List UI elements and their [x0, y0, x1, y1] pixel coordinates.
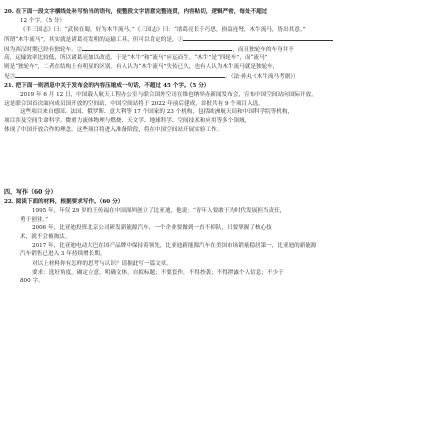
- q20-passage-text: 因为西汉时期已经有独轮车，②: [4, 46, 83, 53]
- q22-requirements: 要求：选好角度，确定立意，明确文体，自拟标题；不要套作，不得抄袭；不得泄露个人信息；不少于: [32, 269, 284, 276]
- question-20: [4, 8, 430, 81]
- q20-passage-text: 。（法·孙丸·《木牛流马考据》）: [225, 73, 299, 80]
- answer-blank-1[interactable]: [183, 35, 333, 41]
- q20-prompt-line-2: 12 个字。（5 分）: [20, 17, 65, 24]
- q20-passage-text: 所谓“木牛流马”，其实就是诸葛亮发明的运输工具，但可以肯定的是，①: [4, 36, 184, 43]
- q21-news-line-3: 这些项目来自德国、法国、俄罗斯、意大利等 17 个国家的 23 个机构，包括欧洲航天局和中国科学院等机构，: [20, 109, 294, 116]
- q22-task: 对以上材料你有怎样的思考与认识？请据此写一篇文章。: [32, 261, 172, 268]
- section-title: 四、写作（60 分）: [4, 189, 57, 197]
- q22-requirements-cont: 800 字。: [20, 278, 44, 285]
- q20-passage-text: 见③: [4, 73, 16, 80]
- q21-news-line-2: 这是联合国首次面向成员国开放的空间站，中国空间站将于 2022 年前后建成，首批共有 9 个项目入选。: [4, 100, 264, 107]
- q20-passage-line-5: 则是“独轮车”，二者在结构上有明显的区别。有人认为“木牛流马”失传已久，也有人认为木牛流马就是独轮车，: [4, 63, 279, 70]
- q21-news-line-5: 体现了中国开放合作的理念。这些项目将进入准备阶段，将在中国空间站开展实验工作。: [4, 126, 223, 133]
- answer-blank-3[interactable]: [15, 72, 225, 78]
- q21-prompt: 21. 把下面一则消息中关于发布会的内容压缩成一句话，不超过 45 个字。（5 分）: [4, 83, 210, 90]
- question-22: [4, 198, 430, 286]
- q20-passage-line-6: [4, 72, 430, 82]
- q20-passage-line-4: 高，运输效率比较低，所以诸葛亮加以改造，于是“木牛”和“流马”应运而生。“木牛”是“四轮车”，而“流马”: [4, 55, 268, 62]
- answer-blank-2[interactable]: [82, 45, 232, 51]
- q22-material-line-2: 勇于创业。”: [20, 216, 49, 223]
- q22-material-line-5: 2017 年，比亚迪电动大巴在国产品牌中保持着领先，比亚迪新能源汽车在美国市场销量稳居第一，比亚迪的新能源: [32, 242, 317, 249]
- q22-material-line-4: 术，就不会被淘汰。: [20, 234, 71, 241]
- q20-passage-line-1: 《半三国志》曰：“武侯在蜀，好为木牛流马。”《三国志》曰：“诸葛亮长于巧思，损益连弩，木牛流马，皆出其意。”: [20, 27, 306, 34]
- q22-material-line-6: 汽车销售已进入 3 年持续增长期。: [20, 251, 106, 258]
- question-21: [4, 82, 430, 134]
- q22-material-line-1: 1995 年，年仅 29 岁的王传福在中国深圳创立了比亚迪，他说：“青年人要敢于为时代发展担当责任，: [32, 208, 286, 215]
- q20-passage-line-2: [4, 35, 430, 45]
- q20-passage-line-3: [4, 45, 430, 55]
- q21-news-line-4: 项目涉及空间生命科学、微重力流体物理与燃烧、天文学、地球科学、空间技术和应用等多个领域，: [4, 117, 251, 124]
- q20-prompt-line-1: 20. 在下面一段文字横线处补写恰当的语句，使整段文字语意完整连贯，内容贴切，逻辑严密，每处不超过: [4, 9, 268, 15]
- q21-news-line-1: 2019 年 6 月 12 日，中国载人航天工程办公室与联合国外空司在维也纳举办新闻发布会，宣布中国空间站向国际开放，: [20, 91, 317, 98]
- q20-passage-text: ，而且独轮车的车身并不: [232, 46, 294, 53]
- q22-prompt: 22. 阅读下面的材料，根据要求写作。（60 分）: [4, 199, 124, 206]
- q22-material-line-3: 2006 年，比亚迪投资北京公司研发新能源汽车，一个企业要做到一直不掉队，只要掌握了核心技: [32, 225, 272, 232]
- answer-space[interactable]: [4, 148, 430, 182]
